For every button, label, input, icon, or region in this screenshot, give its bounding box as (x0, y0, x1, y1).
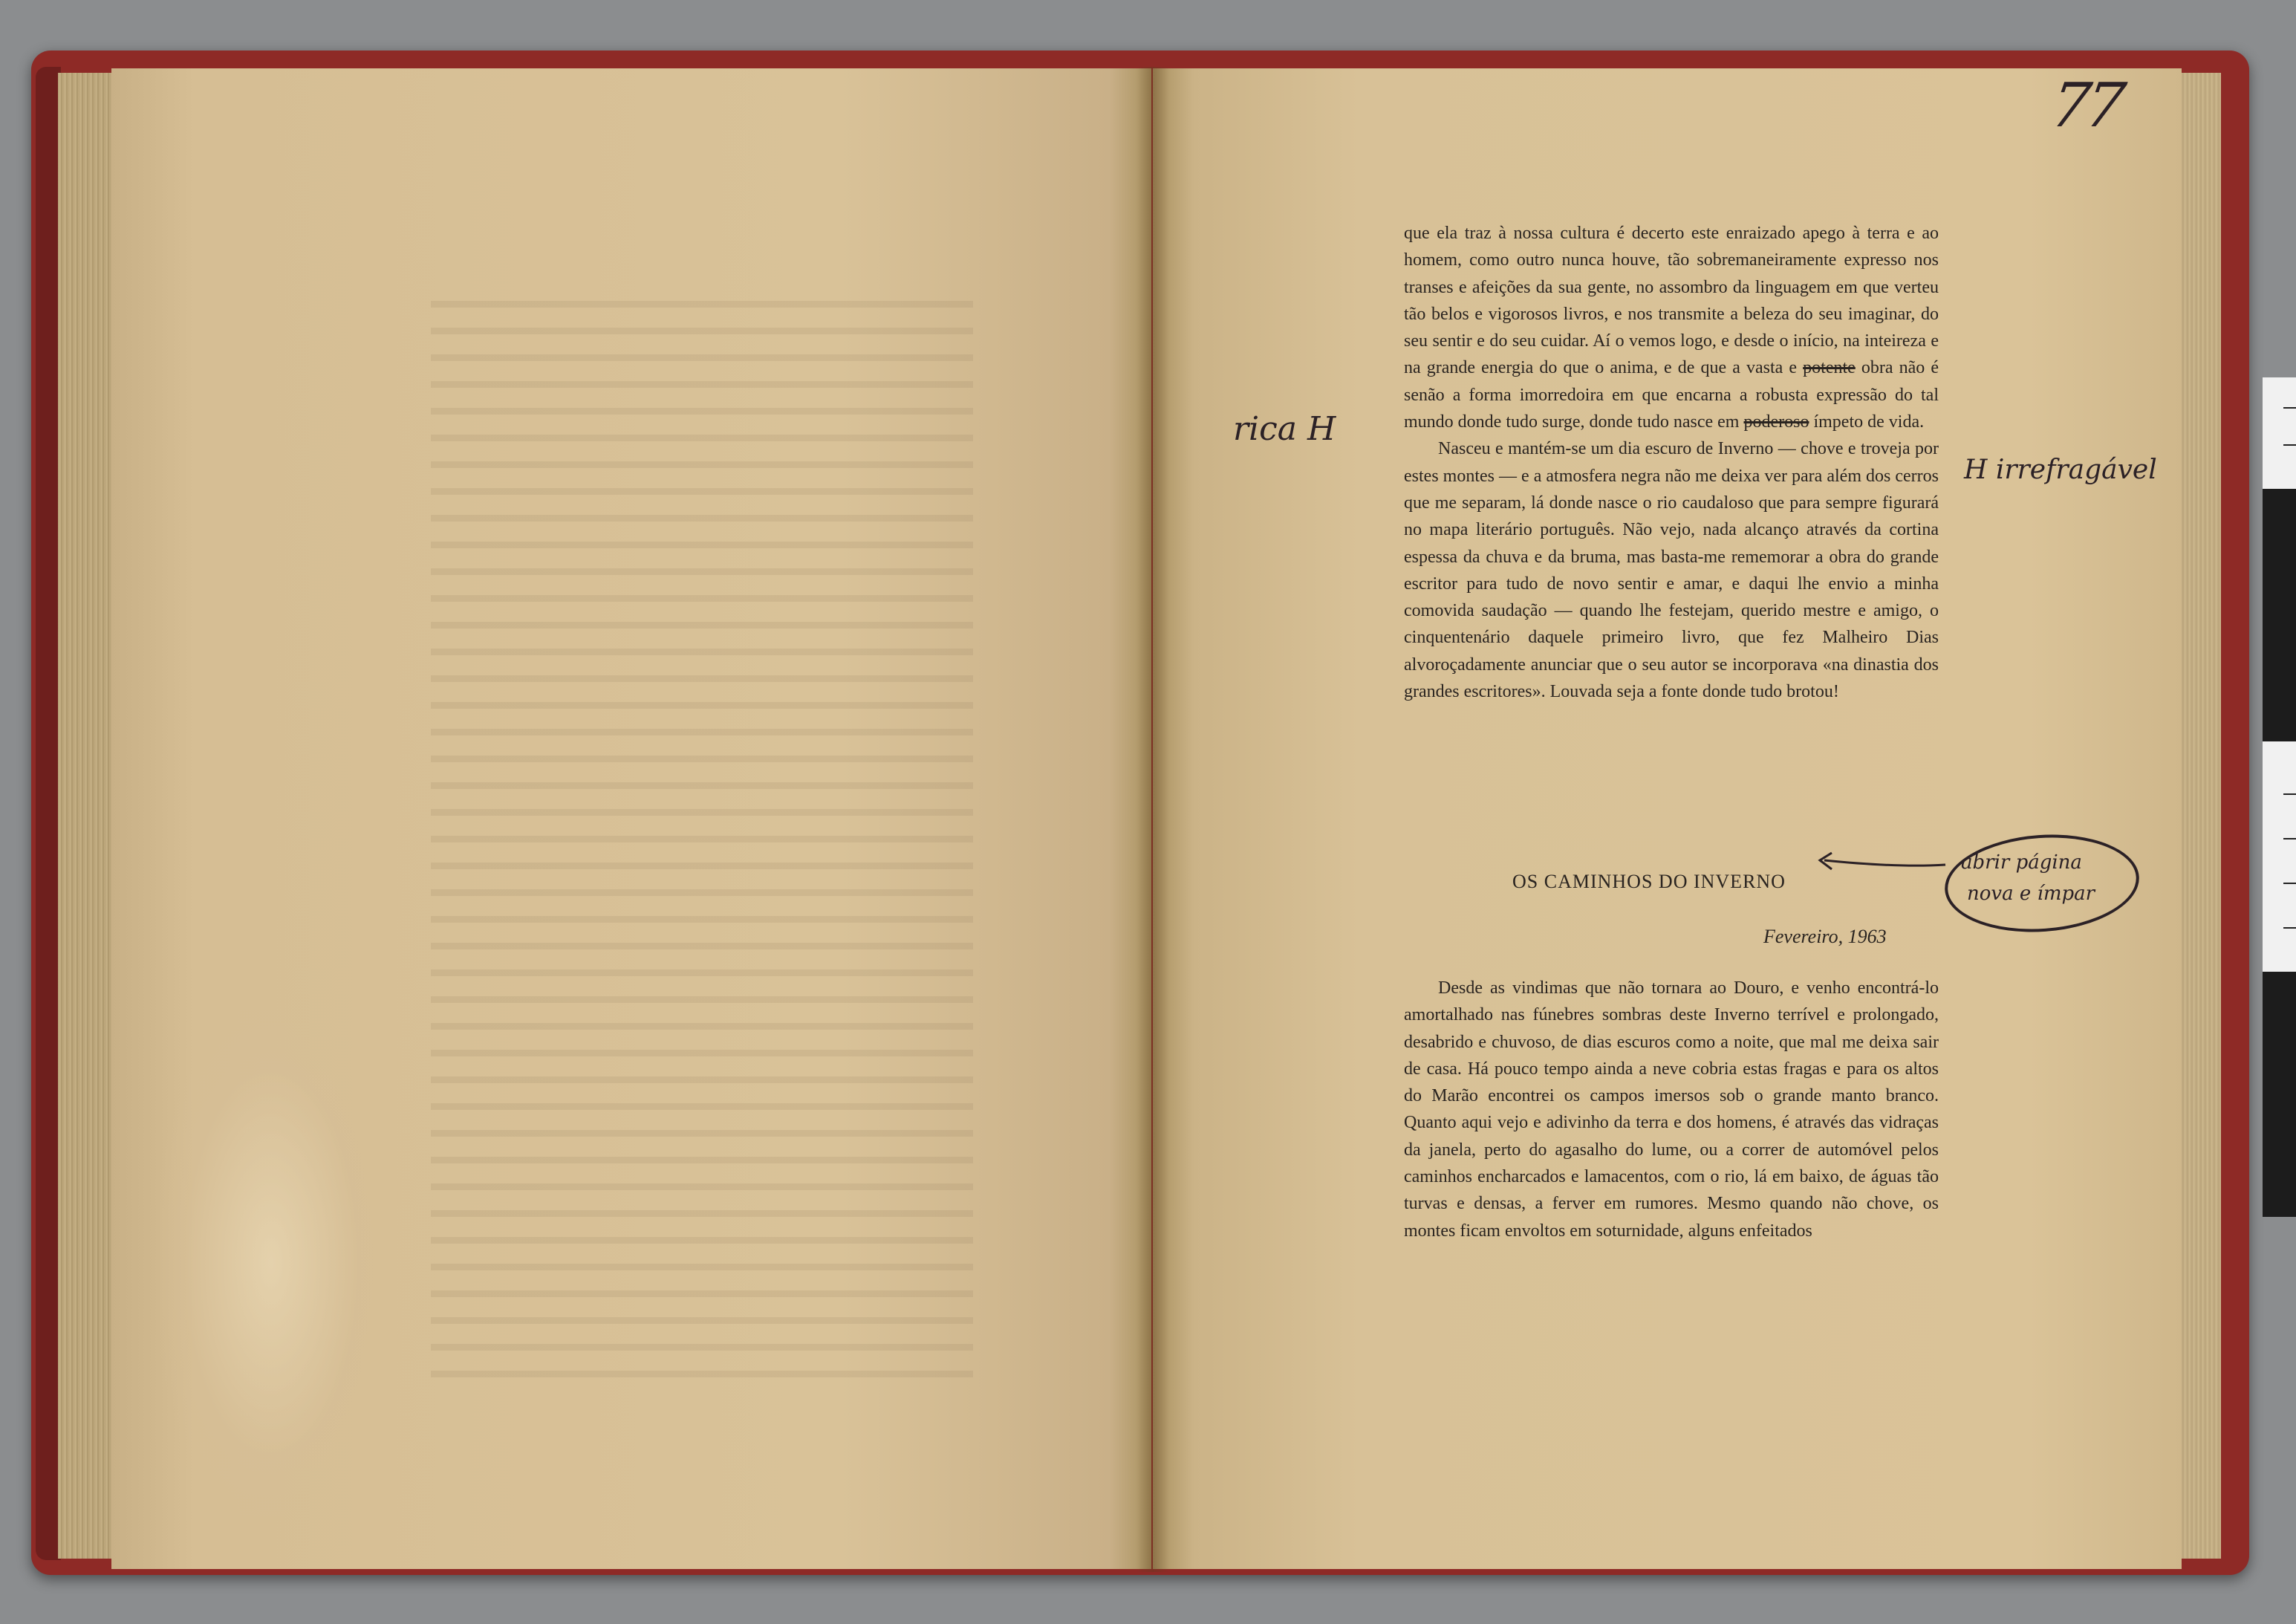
section-title: OS CAMINHOS DO INVERNO (1512, 871, 1786, 892)
paragraph-3-block (1404, 975, 1939, 1244)
book-gutter (1136, 67, 1169, 1572)
date-line: Fevereiro, 1963 (1763, 926, 1887, 947)
bleed-through-text (431, 301, 973, 1386)
cover-spine-edge (36, 67, 61, 1560)
paragraph-2: Nasceu e mantém-se um dia escuro de Inverno — chove e troveja por estes montes — e a atmosfera negra não me deixa ver para além dos cerros que me separam, lá donde nasce o rio caudaloso que para sempre figurará no mapa literário português. Não vejo, nada alcanço através da cortina espessa da chuva e da bruma, mas basta-me rememorar a obra do grande escritor para tudo de novo sentir e amar, e daqui lhe envio a minha comovida saudação — quando lhe festejam, querido mestre e amigo, o cinquentenário daquele primeiro livro, que fez Malheiro Dias alvoroçadamente anunciar que o seu autor se incorporava «na dinastia dos grandes escritores». Louvada seja a fonte donde tudo brotou! (1404, 439, 1939, 702)
right-page-stack (2176, 73, 2221, 1559)
ruler-tick (2283, 444, 2296, 446)
struck-word-potente: potente (1803, 358, 1856, 378)
paragraph-1-mid: obra não é senão a forma imorredoira em que encarna a robusta expressão do tal mundo donde tudo surge, donde tudo nasce em (1404, 358, 1939, 432)
paper-stain (160, 1010, 383, 1516)
margin-note-irrefragavel: H irrefragável (1964, 455, 2157, 485)
note-line-1: abrir página (1961, 851, 2082, 874)
ruler-tick (2283, 927, 2296, 929)
left-page-stack (58, 73, 119, 1559)
note-line-2: nova e ímpar (1967, 883, 2095, 905)
paragraph-continued (1404, 220, 1939, 705)
ruler-tick (2283, 838, 2296, 839)
arrow-icon (1815, 850, 1949, 880)
paragraph-1-end: ímpeto de vida. (1813, 412, 1925, 432)
color-scale-ruler (2263, 377, 2296, 1217)
margin-note-rica: rica H (1233, 410, 1336, 448)
ruler-tick (2283, 793, 2296, 795)
ruler-black-band (2263, 972, 2296, 1217)
paragraph-3: Desde as vindimas que não tornara ao Douro, e venho encontrá-lo amortalhado nas fúnebres sombras deste Inverno terrível e prolongado, desabrido e chuvoso, de dias escuros como a noite, que mal me deixa sair de casa. Há pouco tempo ainda a neve cobria estas fragas e para os altos do Marão encontrei os campos imersos sob o grande manto branco. Quanto aqui vejo e adivinho da terra e dos homens, é através das vidraças da janela, perto do agasalho do lume, ou a correr de automóvel pelos caminhos encharcados e lamacentos, com o rio, lá em baixo, de águas tão turvas e densas, a ferver em rumores. Mesmo quando não chove, os montes ficam envoltos em soturnidade, alguns enfeitados (1404, 978, 1939, 1241)
page-number: 77 (2046, 71, 2126, 141)
ruler-tick (2283, 407, 2296, 409)
ruler-tick (2283, 883, 2296, 884)
struck-word-poderoso: poderoso (1743, 412, 1809, 432)
ruler-black-band (2263, 489, 2296, 741)
paragraph-1-text: que ela traz à nossa cultura é decerto este enraizado apego à terra e ao homem, como outro nunca houve, tão sobremaneiramente expresso nos transes e afeições da sua gente, no assombro da linguagem em que verteu tão belos e vigorosos livros, e nos transmite a beleza do seu imaginar, do seu sentir e do seu cuidar. Aí o vemos logo, e desde o início, na inteireza e na grande energia do que o anima, e de que a vasta e (1404, 224, 1939, 378)
